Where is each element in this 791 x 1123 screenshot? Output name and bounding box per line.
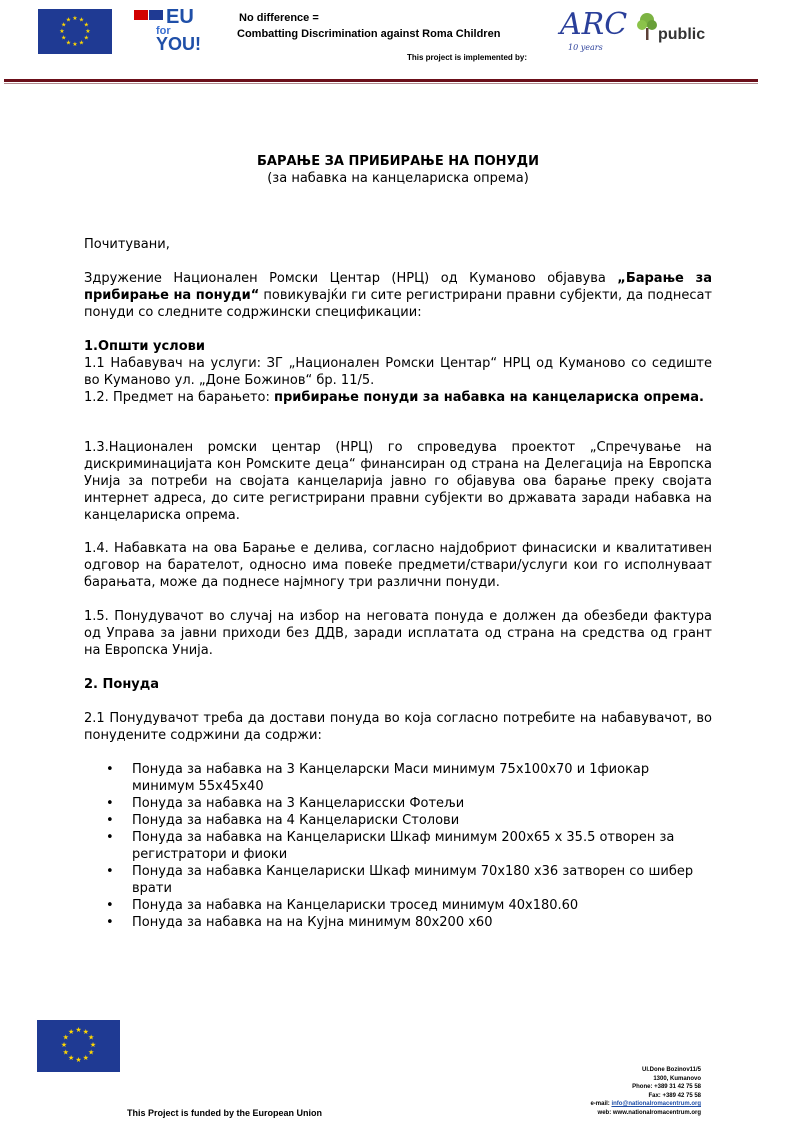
svg-text:★: ★ bbox=[88, 1048, 95, 1057]
web-line[interactable]: web: www.nationalromacentrum.org bbox=[597, 1109, 701, 1116]
fax-line: Fax: +389 42 75 58 bbox=[648, 1092, 701, 1099]
eu-for-you-line2: for bbox=[156, 25, 171, 37]
svg-text:★: ★ bbox=[83, 21, 89, 29]
list-item bbox=[84, 812, 712, 829]
section-1-2b: прибирање понуди за набавка на канцелариска опрема. bbox=[273, 390, 704, 405]
svg-text:★: ★ bbox=[75, 1026, 82, 1034]
greeting-text: Почитувани, bbox=[84, 237, 170, 252]
svg-text:★: ★ bbox=[59, 28, 65, 35]
footer-contact bbox=[521, 1066, 701, 1117]
mk-flag-icon bbox=[134, 10, 148, 20]
section-2-1 bbox=[84, 710, 712, 744]
email-line bbox=[521, 1100, 701, 1109]
intro-a: Здружение Национален Ромски Центар (НРЦ) од Куманово објавува bbox=[84, 271, 618, 286]
section-1-5 bbox=[84, 608, 712, 659]
list-item bbox=[84, 829, 712, 863]
section-1-heading: 1.Општи услови bbox=[84, 339, 205, 354]
greeting bbox=[84, 236, 712, 253]
list-item-text: Понуда за набавка на 3 Канцеларски Маси минимум 75x100x70 и 1фиокар минимум 55x45x40 bbox=[132, 762, 650, 794]
phone-line: Phone: +389 31 42 75 58 bbox=[632, 1084, 701, 1090]
arc-logo bbox=[558, 5, 628, 57]
section-1-5-text: 1.5. Понудувачот во случај на избор на неговата понуда е должен да обезбеди фактура од Управа за јавни приходи без ДДВ, заради исплатата од страна на средства од грант на Европска Унија. bbox=[84, 609, 712, 658]
section-1-4 bbox=[84, 540, 712, 591]
section-2-heading bbox=[84, 676, 712, 693]
public-logo bbox=[636, 12, 710, 50]
svg-text:★: ★ bbox=[78, 16, 85, 24]
svg-text:★: ★ bbox=[78, 39, 85, 47]
list-item bbox=[84, 795, 712, 812]
list-item-text: Понуда за набавка на Канцелариски тросед минимум 40x180.60 bbox=[132, 898, 579, 913]
document-subtitle: (за набавка на канцелариска опрема) bbox=[267, 171, 529, 186]
offer-list bbox=[84, 761, 712, 931]
eu-flag-logo bbox=[38, 9, 112, 54]
eu-for-you-logo bbox=[134, 8, 214, 54]
list-item bbox=[84, 897, 712, 914]
section-1-3-text: 1.3.Национален ромски центар (НРЦ) го спроведува проектот „Спречување на дискриминацијата кон Ромските деца“ финансиран од страна на Делегација на Европска Унија за потреби на својата канцеларија јавно го објавува ова барање преку својата интернет адреса, до сите регистрирани правни субјекти во државата заради набавка на канцелариска опрема. bbox=[84, 440, 712, 523]
bullet-icon: • bbox=[106, 762, 114, 777]
list-item-text: Понуда за набавка на на Кујна минимум 80x200 x60 bbox=[132, 915, 493, 930]
document-title: БАРАЊЕ ЗА ПРИБИРАЊЕ НА ПОНУДИ bbox=[257, 154, 539, 169]
list-item bbox=[84, 761, 712, 795]
project-line2: Combatting Discrimination against Roma Children bbox=[237, 28, 501, 40]
arc-logo-text: ARC bbox=[560, 7, 628, 42]
intro-paragraph bbox=[84, 270, 712, 321]
project-line1: No difference = bbox=[239, 12, 319, 24]
tree-icon bbox=[636, 12, 658, 42]
svg-text:★: ★ bbox=[60, 1041, 68, 1049]
svg-text:★: ★ bbox=[89, 1041, 97, 1049]
svg-text:★: ★ bbox=[62, 1048, 69, 1057]
bullet-icon: • bbox=[106, 830, 114, 845]
eu-for-you-line3: YOU! bbox=[156, 34, 201, 54]
funded-by: This Project is funded by the European Union bbox=[127, 1108, 323, 1118]
svg-text:★: ★ bbox=[61, 34, 67, 42]
svg-text:★: ★ bbox=[83, 34, 89, 42]
address-line2: 1300, Kumanovo bbox=[653, 1075, 701, 1082]
arc-logo-sub: 10 years bbox=[568, 43, 603, 52]
bullet-icon: • bbox=[106, 898, 114, 913]
implemented-by: This project is implemented by: bbox=[407, 53, 528, 62]
eu-for-you-line1: EU bbox=[166, 6, 194, 28]
list-item bbox=[84, 863, 712, 897]
email-label: e-mail: bbox=[590, 1101, 612, 1107]
section-1-3 bbox=[84, 439, 712, 524]
svg-text:★: ★ bbox=[65, 16, 72, 24]
eu-stars-icon bbox=[37, 1020, 120, 1072]
intro-b: „Барање за прибирање на понуди“ bbox=[84, 271, 712, 303]
list-item bbox=[84, 914, 712, 931]
eu-stars-icon bbox=[38, 9, 112, 54]
section-1 bbox=[84, 338, 712, 406]
list-item-text: Понуда за набавка Канцелариски Шкаф минимум 70x180 x36 затворен со шибер врати bbox=[132, 864, 694, 896]
list-item-text: Понуда за набавка на 3 Канцеларисски Фотељи bbox=[132, 796, 465, 811]
svg-text:★: ★ bbox=[72, 15, 78, 22]
intro-c: повикувајќи ги сите регистрирани правни субјекти, да поднесат понуди со следните содржински спецификации: bbox=[84, 288, 713, 320]
header-rule-thin bbox=[4, 83, 758, 84]
section-1-4-text: 1.4. Набавката на ова Барање е делива, согласно најдобриот финасиски и квалитативен одговор на барателот, односно има повеќе предмети/ствари/услуги кои го исполнуваат барањата, може да поднесе најмногу три различни понуди. bbox=[84, 541, 712, 590]
svg-text:★: ★ bbox=[68, 1028, 75, 1036]
list-item-text: Понуда за набавка на Канцелариски Шкаф минимум 200x65 x 35.5 отворен за регистратори и фиоки bbox=[132, 830, 675, 862]
header-rule bbox=[4, 79, 758, 82]
section-2-1-text: 2.1 Понудувачот треба да достави понуда во која согласно потребите на набавувачот, во понудените содржини да содржи: bbox=[84, 711, 712, 743]
public-logo-text: public bbox=[658, 26, 706, 43]
svg-text:★: ★ bbox=[61, 21, 67, 29]
email-link[interactable]: info@nationalromacentrum.org bbox=[611, 1101, 701, 1107]
svg-text:★: ★ bbox=[72, 41, 78, 48]
svg-text:★: ★ bbox=[68, 1054, 75, 1062]
section-1-2a: 1.2. Предмет на барањето: bbox=[84, 390, 274, 405]
svg-text:★: ★ bbox=[75, 1056, 82, 1064]
section-1-1: 1.1 Набавувач на услуги: ЗГ „Национален Ромски Центар“ НРЦ од Куманово со седиште во Куманово ул. „Доне Божинов“ бр. 11/5. bbox=[84, 356, 712, 388]
svg-text:★: ★ bbox=[85, 28, 91, 35]
bullet-icon: • bbox=[106, 796, 114, 811]
svg-text:★: ★ bbox=[88, 1033, 95, 1042]
svg-text:★: ★ bbox=[82, 1054, 89, 1062]
section-2-heading-text: 2. Понуда bbox=[84, 677, 160, 692]
address-line1: Ul.Done Bozinov11/5 bbox=[641, 1067, 701, 1073]
list-item-text: Понуда за набавка на 4 Канцелариски Столови bbox=[132, 813, 460, 828]
bullet-icon: • bbox=[106, 915, 114, 930]
bullet-icon: • bbox=[106, 813, 114, 828]
svg-text:★: ★ bbox=[65, 39, 72, 47]
footer-eu-flag-logo bbox=[37, 1020, 120, 1072]
svg-text:★: ★ bbox=[62, 1033, 69, 1042]
eu-mini-flag-icon bbox=[149, 10, 163, 20]
svg-text:★: ★ bbox=[82, 1028, 89, 1036]
bullet-icon: • bbox=[106, 864, 114, 879]
